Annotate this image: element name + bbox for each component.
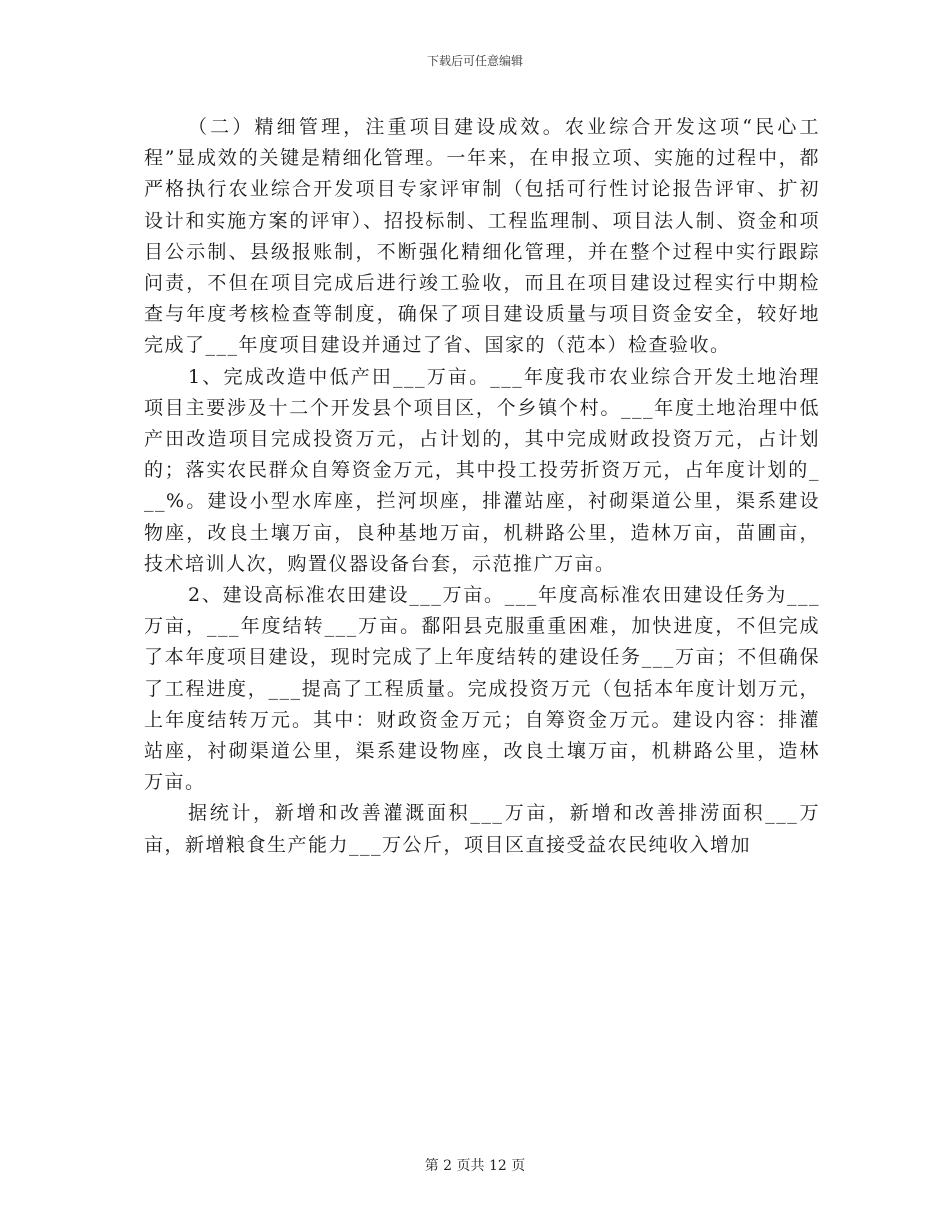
paragraph-high-standard-farmland: 2、建设高标准农田建设___万亩。___年度高标准农田建设任务为___万亩，___年度结转___万亩。鄱阳县克服重重困难，加快进度，不但完成了本年度项目建设，现时完成了上年度结转的建设任务___万亩；不但确保了工程进度，___提高了工程质量。完成投资万元（包括本年度计划万元，上年度结转万元。其中：财政资金万元；自筹资金万元。建设内容：排灌站座，衬砌渠道公里，渠系建设物座，改良土壤万亩，机耕路公里，造林万亩。 [144, 584, 820, 794]
page-number: 第 2 页共 12 页 [424, 1158, 526, 1174]
paragraph-low-yield-field-renovation: 1、完成改造中低产田___万亩。___年度我市农业综合开发土地治理项目主要涉及十二个开发县个项目区，个乡镇个村。___年度土地治理中低产田改造项目完成投资万元，占计划的，其中完成财政投资万元，占计划的；落实农民群众自筹资金万元，其中投工投劳折资万元，占年度计划的___%。建设小型水库座，拦河坝座，排灌站座，衬砌渠道公里，渠系建设物座，改良土壤万亩，良种基地万亩，机耕路公里，造林万亩，苗圃亩，技术培训人次，购置仪器设备台套，示范推广万亩。 [144, 365, 820, 575]
paragraph-statistics: 据统计，新增和改善灌溉面积___万亩，新增和改善排涝面积___万亩，新增粮食生产能力___万公斤，项目区直接受益农民纯收入增加 [144, 802, 820, 856]
document-body [144, 112, 820, 861]
page-header: 下载后可任意编辑 [426, 54, 523, 68]
paragraph-refined-management: （二）精细管理，注重项目建设成效。农业综合开发这项“民心工程”显成效的关键是精细化管理。一年来，在申报立项、实施的过程中，都严格执行农业综合开发项目专家评审制（包括可行性讨论报告评审、扩初设计和实施方案的评审）、招投标制、工程监理制、项目法人制、资金和项目公示制、县级报账制，不断强化精细化管理，并在整个过程中实行跟踪问责，不但在项目完成后进行竣工验收，而且在项目建设过程实行中期检查与年度考核检查等制度，确保了项目建设质量与项目资金安全，较好地完成了___年度项目建设并通过了省、国家的（范本）检查验收。 [144, 116, 820, 357]
